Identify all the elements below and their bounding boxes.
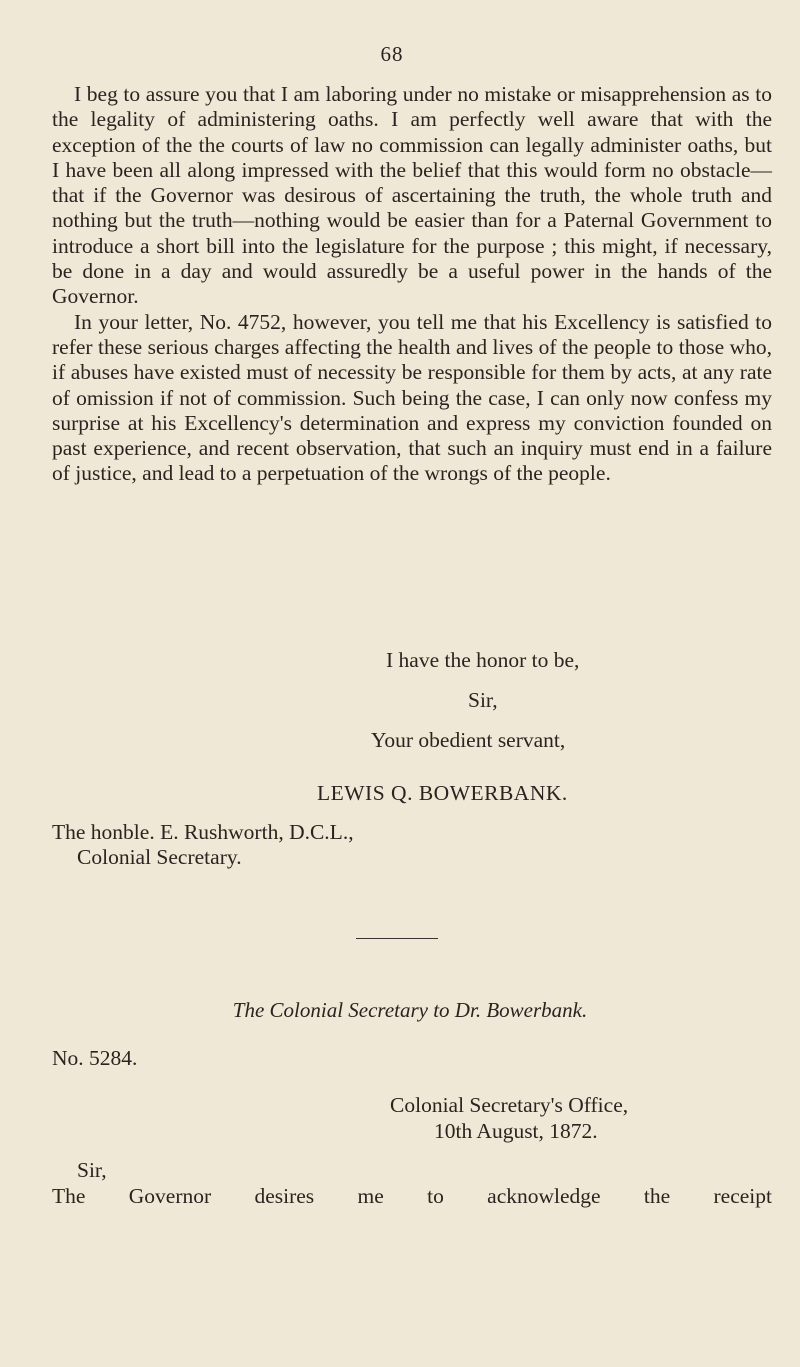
- closing-salutation: Sir,: [468, 688, 498, 712]
- addressee-name: The honble. E. Rushworth, D.C.L.,: [52, 820, 354, 844]
- closing-honor: I have the honor to be,: [386, 648, 580, 672]
- office-name: Colonial Secretary's Office,: [390, 1093, 629, 1117]
- letter-heading: The Colonial Secretary to Dr. Bowerbank.: [232, 998, 588, 1022]
- addressee-title: Colonial Secretary.: [77, 845, 242, 869]
- letter-first-line: The Governor desires me to acknowledge the receipt: [52, 1184, 772, 1208]
- page-number: 68: [380, 42, 404, 66]
- addressee-block: [52, 820, 354, 870]
- paragraph-oaths: I beg to assure you that I am laboring under no mistake or misapprehension as to the legality of administering oaths. I am perfectly well aware that with the exception of the the courts of law no commission can legally administer oaths, but I have been all along impressed with the belief that this would form no obstacle—that if the Governor was desirous of ascertaining the truth, the whole truth and nothing but the truth—nothing would be easier than for a Paternal Government to introduce a short bill into the legislature for the purpose ; this might, if necessary, be done in a day and would assuredly be a useful power in the hands of the Governor.: [52, 82, 772, 309]
- letter-date: 10th August, 1872.: [434, 1119, 598, 1143]
- paragraph-inquiry: In your letter, No. 4752, however, you tell me that his Excellency is satisfied to refer these serious charges affecting the health and lives of the people to those who, if abuses have existed must of necessity be responsible for them by acts, at any rate of omission if not of commission. Such being the case, I can only now confess my surprise at his Excellency's determination and express my conviction founded on past experience, and recent observation, that such an inquiry must end in a failure of justice, and lead to a perpetuation of the wrongs of the people.: [52, 309, 772, 486]
- letter-number: No. 5284.: [52, 1046, 138, 1070]
- signature: LEWIS Q. BOWERBANK.: [317, 781, 568, 805]
- closing-obedient: Your obedient servant,: [371, 728, 566, 752]
- office-block: [390, 1092, 628, 1144]
- letter-salutation: Sir,: [77, 1158, 107, 1182]
- section-divider: [356, 938, 438, 939]
- letter-body: [52, 82, 772, 487]
